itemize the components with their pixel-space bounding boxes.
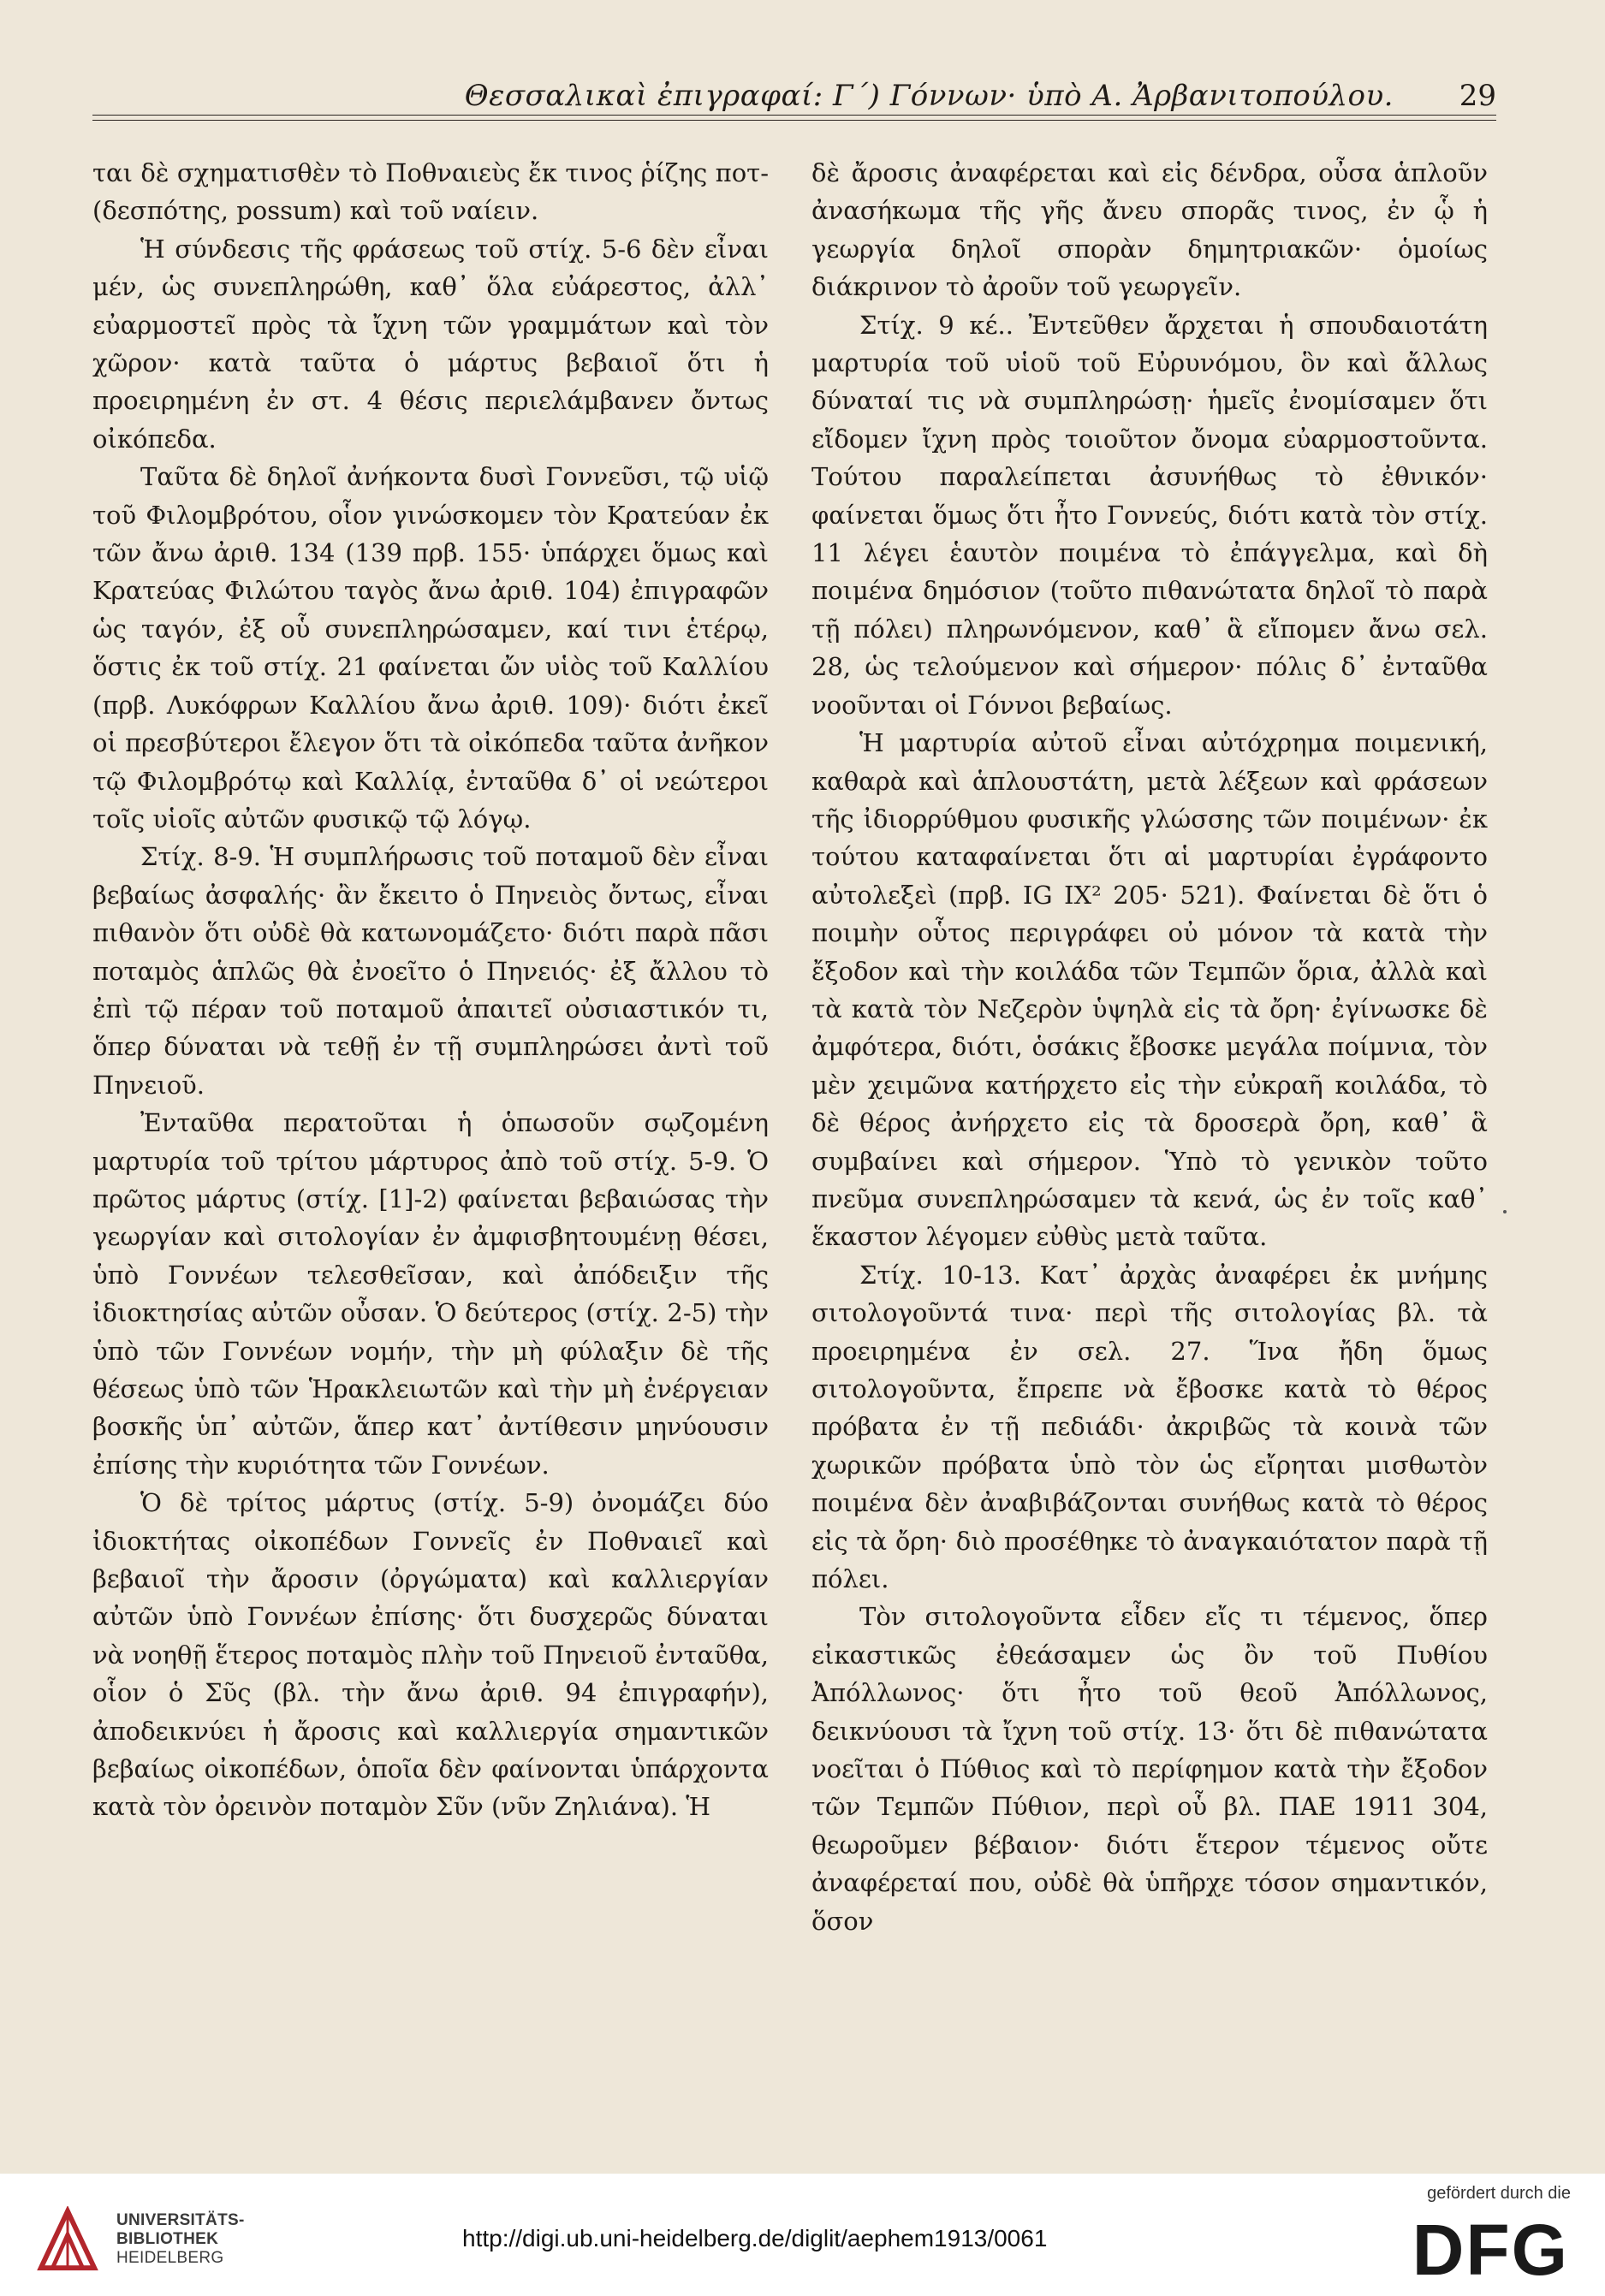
header-rule-top [92, 115, 1496, 116]
paragraph: Ἐνταῦθα περατοῦται ἡ ὁπωσοῦν σῳζομένη μαρτυρία τοῦ τρίτου μάρτυρος ἀπὸ τοῦ στίχ. 5-9. Ὁ πρῶτος μάρτυς (στίχ. [1]-2) φαίνεται βεβαιώσας τὴν γεωργίαν καὶ σιτολογίαν ἐν ἀμφισβητουμένῃ θέσει, ὑπὸ Γοννέων τελεσθεῖσαν, καὶ ἀπόδειξιν τῆς ἰδιοκτησίας αὐτῶν οὖσαν. Ὁ δεύτερος (στίχ. 2-5) τὴν ὑπὸ τῶν Γοννέων νομήν, τὴν μὴ φύλαξιν δὲ τῆς θέσεως ὑπὸ τῶν Ἡρακλειωτῶν καὶ τὴν μὴ ἐνέργειαν βοσκῆς ὑπ᾽ αὐτῶν, ἅπερ κατ᾽ ἀντίθεσιν μηνύουσιν ἐπίσης τὴν κυριότητα τῶν Γοννέων. [92, 1108, 769, 1480]
dfg-logo-icon[interactable] [1400, 2215, 1571, 2281]
page-number: 29 [1459, 79, 1496, 113]
sponsor-label: gefördert durch die [1427, 2184, 1571, 2203]
library-name [116, 2211, 245, 2268]
margin-dot [1503, 1210, 1507, 1213]
library-name-line: HEIDELBERG [116, 2249, 224, 2267]
paragraph: Στίχ. 10-13. Κατ᾽ ἀρχὰς ἀναφέρει ἐκ μνήμης σιτολογοῦντά τινα· περὶ τῆς σιτολογίας βλ. τὰ προειρημένα ἐν σελ. 27. Ἵνα ἤδη ὅμως σιτολογοῦντα, ἔπρεπε νὰ ἔβοσκε κατὰ τὸ θέρος πρόβατα ἐν τῇ πεδιάδι· ἀκριβῶς τὰ κοινὰ τῶν χωρικῶν πρόβατα ὑπὸ τὸν ὡς εἴρηται μισθωτὸν ποιμένα δὲν ἀναβιβάζονται συνήθως κατὰ τὸ θέρος εἰς τὰ ὄρη· διὸ προσέθηκε τὸ ἀναγκαιότατον παρὰ τῇ πόλει. [811, 1260, 1488, 1594]
dfg-logo-text: DFG [1412, 2215, 1569, 2281]
library-name-line: BIBLIOTHEK [116, 2230, 219, 2248]
paragraph: ται δὲ σχηματισθὲν τὸ Ποθναιεὺς ἔκ τινος ῥίζης ποτ- (δεσπότης, possum) καὶ τοῦ ναίειν. [92, 158, 769, 226]
library-name-line: UNIVERSITÄTS- [116, 2211, 245, 2229]
permalink-url[interactable]: http://digi.ub.uni-heidelberg.de/diglit/aephem1913/0061 [462, 2225, 1048, 2252]
paragraph: Ἡ μαρτυρία αὐτοῦ εἶναι αὐτόχρημα ποιμενική, καθαρὰ καὶ ἁπλουστάτη, μετὰ λέξεων καὶ φράσεων τῆς ἰδιορρύθμου φυσικῆς γλώσσης τῶν ποιμένων· ἐκ τούτου καταφαίνεται ὅτι αἱ μαρτυρίαι ἐγράφοντο αὐτολεξεὶ (πρβ. IG IX² 205· 521). Φαίνεται δὲ ὅτι ὁ ποιμὴν οὗτος περιγράφει οὐ μόνον τὰ κατὰ τὴν ἔξοδον καὶ τὴν κοιλάδα τῶν Τεμπῶν ὅρια, ἀλλὰ καὶ τὰ κατὰ τὸν Νεζερὸν ὑψηλὰ εἰς τὰ ὄρη· ἐγίνωσκε δὲ ἀμφότερα, διότι, ὁσάκις ἔβοσκε μεγάλα ποίμνια, τὸν μὲν χειμῶνα κατήρχετο εἰς τὴν εὐκραῆ κοιλάδα, τὸ δὲ θέρος ἀνήρχετο εἰς τὰ δροσερὰ ὄρη, καθ᾽ ἃ συμβαίνει καὶ σήμερον. Ὑπὸ τὸ γενικὸν τοῦτο πνεῦμα συνεπληρώσαμεν τὰ κενά, ὡς ἐν τοῖς καθ᾽ ἕκαστον λέγομεν εὐθὺς μετὰ ταῦτα. [811, 728, 1488, 1252]
paragraph: Ἡ σύνδεσις τῆς φράσεως τοῦ στίχ. 5-6 δὲν εἶναι μέν, ὡς συνεπληρώθη, καθ᾽ ὅλα εὐάρεστος, ἀλλ᾽ εὐαρμοστεῖ πρὸς τὰ ἴχνη τῶν γραμμάτων καὶ τὸν χῶρον· κατὰ ταῦτα ὁ μάρτυς βεβαιοῖ ὅτι ἡ προειρημένη ἐν στ. 4 θέσις περιελάμβανεν ὄντως οἰκόπεδα. [92, 234, 769, 454]
page-header [92, 75, 1496, 118]
running-title: Θεσσαλικαὶ ἐπιγραφαί: Γ΄) Γόννων· ὑπὸ Α. Ἀρβανιτοπούλου. [464, 79, 1394, 113]
paragraph: Στίχ. 8-9. Ἡ συμπλήρωσις τοῦ ποταμοῦ δὲν εἶναι βεβαίως ἀσφαλής· ἂν ἔκειτο ὁ Πηνειὸς ὄντως, εἶναι πιθανὸν ὅτι οὐδὲ θὰ κατωνομάζετο· διότι παρὰ πᾶσι ποταμὸς ἁπλῶς θὰ ἐνοεῖτο ὁ Πηνειός· ἐξ ἄλλου τὸ ἐπὶ τῷ πέραν τοῦ ποταμοῦ ἀπαιτεῖ οὐσιαστικόν τι, ὅπερ δύναται νὰ τεθῇ ἐν τῇ συμπληρώσει ἀντὶ τοῦ Πηνειοῦ. [92, 842, 769, 1100]
digitization-footer [0, 2174, 1605, 2296]
right-column [811, 154, 1488, 1940]
paragraph: Τὸν σιτολογοῦντα εἶδεν εἴς τι τέμενος, ὅπερ εἰκαστικῶς ἐθεάσαμεν ὡς ὂν τοῦ Πυθίου Ἀπόλλωνος· ὅτι ἦτο τοῦ θεοῦ Ἀπόλλωνος, δεικνύουσι τὰ ἴχνη τοῦ στίχ. 13· ὅτι δὲ πιθανώτατα νοεῖται ὁ Πύθιος καὶ τὸ περίφημον κατὰ τὴν ἔξοδον τῶν Τεμπῶν Πύθιον, περὶ οὗ βλ. ΠΑΕ 1911 304, θεωροῦμεν βέβαιον· διότι ἕτερον τέμενος οὔτε ἀναφέρεταί που, οὐδὲ θὰ ὑπῆρχε τόσον σημαντικόν, ὅσον [811, 1602, 1488, 1936]
paragraph: δὲ ἄροσις ἀναφέρεται καὶ εἰς δένδρα, οὖσα ἁπλοῦν ἀνασήκωμα τῆς γῆς ἄνευ σπορᾶς τινος, ἐν ᾧ ἡ γεωργία δηλοῖ σπορὰν δημητριακῶν· ὁμοίως διάκρινον τὸ ἀροῦν τοῦ γεωργεῖν. [811, 158, 1488, 302]
header-rule-bottom [92, 120, 1496, 121]
sponsor-block [1382, 2184, 1571, 2287]
paragraph: Ταῦτα δὲ δηλοῖ ἀνήκοντα δυσὶ Γοννεῦσι, τῷ υἱῷ τοῦ Φιλομβρότου, οἷον γινώσκομεν τὸν Κρατεύαν ἐκ τῶν ἄνω ἀριθ. 134 (139 πρβ. 155· ὑπάρχει ὅμως καὶ Κρατεύας Φιλώτου ταγὸς ἄνω ἀριθ. 104) ἐπιγραφῶν ὡς ταγόν, ἐξ οὗ συνεπληρώσαμεν, καί τινι ἑτέρῳ, ὅστις ἐκ τοῦ στίχ. 21 φαίνεται ὤν υἱὸς τοῦ Καλλίου (πρβ. Λυκόφρων Καλλίου ἄνω ἀριθ. 109)· διότι ἐκεῖ οἱ πρεσβύτεροι ἔλεγον ὅτι τὰ οἰκόπεδα ταῦτα ἀνῆκον τῷ Φιλομβρότῳ καὶ Καλλίᾳ, ἐνταῦθα δ᾽ οἱ νεώτεροι τοῖς υἱοῖς αὐτῶν φυσικῷ τῷ λόγῳ. [92, 462, 769, 834]
library-logo[interactable] [34, 2204, 282, 2281]
paragraph: Ὁ δὲ τρίτος μάρτυς (στίχ. 5-9) ὀνομάζει δύο ἰδιοκτήτας οἰκοπέδων Γοννεῖς ἐν Ποθναιεῖ καὶ βεβαιοῖ τὴν ἄροσιν (ὀργώματα) καὶ καλλιεργίαν αὐτῶν ὑπὸ Γοννέων ἐπίσης· ὅτι δυσχερῶς δύναται νὰ νοηθῇ ἕτερος ποταμὸς πλὴν τοῦ Πηνειοῦ ἐνταῦθα, οἷον ὁ Σῦς (βλ. τὴν ἄνω ἀριθ. 94 ἐπιγραφήν), ἀποδεικνύει ἡ ἄροσις καὶ καλλιεργία σημαντικῶν βεβαίως οἰκοπέδων, ὁποῖα δὲν φαίνονται ὑπάρχοντα κατὰ τὸν ὀρεινὸν ποταμὸν Σῦν (νῦν Ζηλιάνα). Ἡ [92, 1488, 769, 1822]
left-column [92, 154, 769, 1826]
paragraph: Στίχ. 9 κέ.. Ἐντεῦθεν ἄρχεται ἡ σπουδαιοτάτη μαρτυρία τοῦ υἱοῦ τοῦ Εὐρυνόμου, ὃν καὶ ἄλλως δύναταί τις νὰ συμπληρώσῃ· ἡμεῖς ἐνομίσαμεν ὅτι εἴδομεν ἴχνη πρὸς τοιοῦτον ὄνομα εὐαρμοστοῦντα. Τούτου παραλείπεται ἀσυνήθως τὸ ἐθνικόν· φαίνεται ὅμως ὅτι ἦτο Γοννεύς, διότι κατὰ τὸν στίχ. 11 λέγει ἑαυτὸν ποιμένα τὸ ἐπάγγελμα, καὶ δὴ ποιμένα δημόσιον (τοῦτο πιθανώτατα δηλοῖ τὸ παρὰ τῇ πόλει) πληρωνόμενον, καθ᾽ ἃ εἴπομεν ἄνω σελ. 28, ὡς τελούμενον καὶ σήμερον· πόλις δ᾽ ἐνταῦθα νοοῦνται οἱ Γόννοι βεβαίως. [811, 310, 1488, 720]
library-emblem-icon [34, 2206, 101, 2273]
